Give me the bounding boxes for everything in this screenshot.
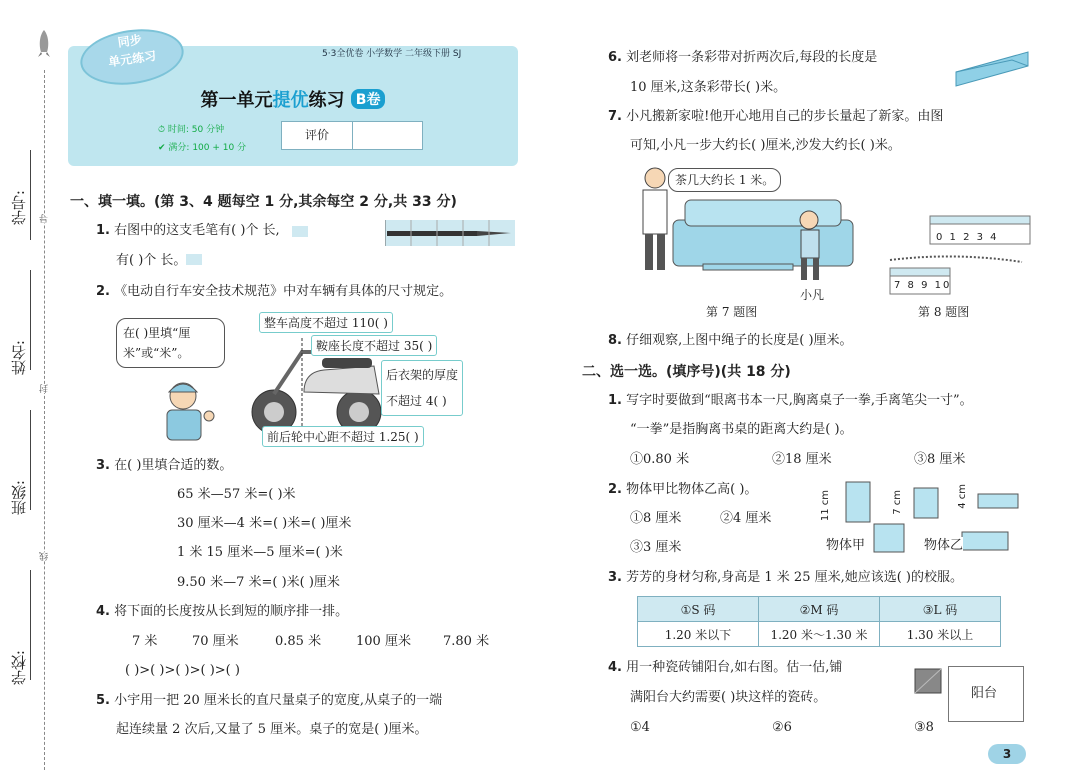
tile-icon [914,668,942,694]
object-b-label: 物体乙 [924,538,964,553]
school-label: 学校: [10,650,28,686]
boy-name-label: 小凡 [800,288,825,302]
ribbon-figure [952,46,1032,88]
student-id-label: 学号: [10,190,28,226]
question-6-line2: 10 厘米,这条彩带长( )米。 [630,80,787,95]
s2-question-1-line2: “一拳”是指胸离书桌的距离大约是( )。 [630,422,853,437]
option: ②4 厘米 [720,511,772,526]
binding-line [44,70,45,770]
size-table [637,596,1001,647]
rack-thickness-callout: 后衣架的厚度 不超过 4( ) [381,360,463,416]
seal-mark: 线 [40,552,50,561]
seat-length-callout: 鞍座长度不超过 35( ) [311,335,437,356]
page-number: 3 [988,744,1026,764]
s2-question-1-line1: 1. 写字时要做到“眼离书本一尺,胸离桌子一拳,手离笔尖一寸”。 [608,393,973,408]
question-3: 3. 在( )里填合适的数。 [96,458,233,473]
unit-box [292,226,308,237]
worker-figure [155,378,217,442]
balcony-box [948,666,1024,722]
size-cell: 1.30 米以上 [880,622,1001,647]
length-item: 70 厘米 [192,634,239,649]
clock-icon: ⏱ [158,125,166,135]
fill-hint-bubble: 在( )里填“厘米”或“米”。 [116,318,225,368]
unit-box [186,254,202,265]
equation-2: 30 厘米—4 米=( )米=( )厘米 [177,516,352,531]
question-5-line2: 起连续量 2 次后,又量了 5 厘米。桌子的宽是( )厘米。 [116,722,428,737]
size-cell: 1.20 米以下 [638,622,759,647]
s2-question-4-line2: 满阳台大约需要( )块这样的瓷砖。 [630,690,827,705]
object-a-label: 物体甲 [826,538,866,553]
book-info: 5·3全优卷 小学数学 二年级下册 SJ [322,49,462,59]
wheelbase-callout: 前后轮中心距不超过 1.25( ) [262,426,424,447]
length-item: 0.85 米 [275,634,322,649]
question-8: 8. 仔细观察,上图中绳子的长度是( )厘米。 [608,333,853,348]
size-header: ①S 码 [638,597,759,622]
bike-height-callout: 整车高度不超过 110( ) [259,312,393,333]
s2-question-2: 2. 物体甲比物体乙高( )。 [608,482,758,497]
order-blanks: ( )>( )>( )>( )>( ) [125,663,240,678]
name-line [30,270,31,370]
ruler-bottom-ticks: 7 8 9 10 [894,280,952,291]
question-2: 2. 《电动自行车安全技术规范》中对车辆有具体的尺寸规定。 [96,284,453,299]
speech-bubble: 茶几大约长 1 米。 [668,168,781,192]
brush-pen-figure [385,220,515,246]
ruler-top-ticks: 0 1 2 3 4 [936,232,999,243]
seal-mark: 封 [40,384,50,393]
question-6-line1: 6. 刘老师将一条彩带对折两次后,每段的长度是 [608,50,878,65]
seal-mark: 导 [40,214,50,223]
evaluation-box[interactable] [281,121,423,150]
option: ②6 [772,720,792,735]
question-4: 4. 将下面的长度按从长到短的顺序排一排。 [96,604,349,619]
length-item: 7 米 [132,634,158,649]
name-label: 姓名: [10,340,28,376]
s2-question-3: 3. 芳芳的身材匀称,身高是 1 米 25 厘米,她应该选( )的校服。 [608,570,964,585]
section1-title: 一、填一填。(第 3、4 题每空 1 分,其余每空 2 分,共 33 分) [70,194,457,210]
option: ③8 [914,720,934,735]
score-info: ✔ 满分: 100 + 10 分 [158,143,247,153]
dimension-label: 11 cm [820,490,831,522]
option: ②18 厘米 [772,452,832,467]
dimension-label: 4 cm [957,484,968,509]
s2-question-4-line1: 4. 用一种瓷砖铺阳台,如右图。估一估,铺 [608,660,843,675]
question-5-line1: 5. 小宇用一把 20 厘米长的直尺量桌子的宽度,从桌子的一端 [96,693,443,708]
size-header: ③L 码 [880,597,1001,622]
length-item: 100 厘米 [356,634,411,649]
option: ③8 厘米 [914,452,966,467]
balcony-label: 阳台 [971,686,998,701]
length-item: 7.80 米 [443,634,490,649]
figure-8-caption: 第 8 题图 [918,305,970,319]
size-header: ②M 码 [759,597,880,622]
option: ①4 [630,720,650,735]
evaluation-label: 评价 [282,122,353,149]
check-icon: ✔ [158,143,166,153]
equation-4: 9.50 米—7 米=( )米( )厘米 [177,575,340,590]
figure-7-caption: 第 7 题图 [706,305,758,319]
equation-3: 1 米 15 厘米—5 厘米=( )米 [177,545,343,560]
question-7-line1: 7. 小凡搬新家啦!他开心地用自己的步长量起了新家。由图 [608,109,944,124]
page-title: 第一单元提优练习 B卷 [68,86,518,112]
size-cell: 1.20 米～1.30 米 [759,622,880,647]
unit-badge: 同步 单元练习 [77,23,188,91]
section2-title: 二、选一选。(填序号)(共 18 分) [582,364,791,380]
option: ①8 厘米 [630,511,682,526]
class-label: 班级: [10,480,28,516]
school-line [30,570,31,680]
time-info: ⏱ 时间: 50 分钟 [158,125,225,135]
rocket-icon [36,30,52,58]
question-1-line1: 1. 右图中的这支毛笔有( )个 长, [96,223,280,238]
question-7-line2: 可知,小凡一步大约长( )厘米,沙发大约长( )米。 [630,138,901,153]
dimension-label: 7 cm [892,490,903,515]
option: ③3 厘米 [630,540,682,555]
option: ①0.80 米 [630,452,690,467]
living-room-figure [633,160,863,288]
class-line [30,410,31,510]
equation-1: 65 米—57 米=( )米 [177,487,296,502]
student-id-line [30,150,31,240]
question-1-line2: 有( )个 长。 [116,253,187,268]
